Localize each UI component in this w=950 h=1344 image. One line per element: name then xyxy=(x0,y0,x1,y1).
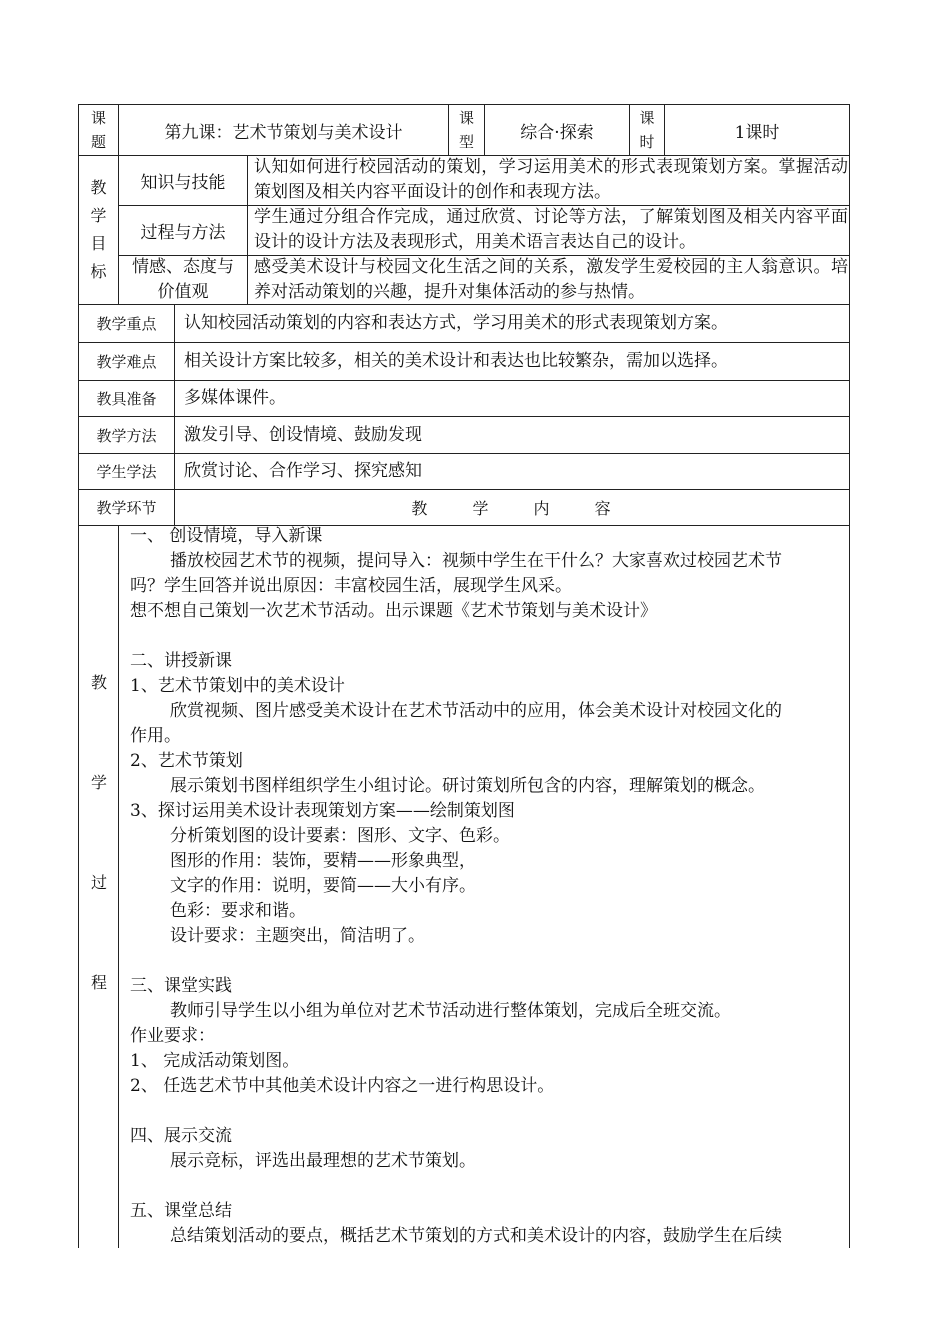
process-line: 教师引导学生以小组为单位对艺术节活动进行整体策划，完成后全班交流。 xyxy=(170,1001,731,1021)
process-line: 色彩：要求和谐。 xyxy=(170,901,306,921)
process-line: 吗？学生回答并说出原因：丰富校园生活，展现学生风采。 xyxy=(130,576,572,596)
stage-label: 教学环节 xyxy=(96,499,157,517)
process-label-char: 程 xyxy=(90,973,107,992)
process-line: 图形的作用：装饰，要精——形象典型， xyxy=(170,851,476,871)
topic-label: 课题 xyxy=(90,109,106,151)
difficulty-text: 相关设计方案比较多，相关的美术设计和表达也比较繁杂，需加以选择。 xyxy=(184,351,728,371)
stage-content-heading: 教 学 内 容 xyxy=(411,499,613,518)
type-value: 综合·探索 xyxy=(520,122,594,143)
hours-label: 课时 xyxy=(639,109,655,151)
process-line: 展示策划书图样组织学生小组讨论。研讨策划所包含的内容，理解策划的概念。 xyxy=(170,776,765,796)
process-line: 欣赏视频、图片感受美术设计在艺术节活动中的应用，体会美术设计对校园文化的 xyxy=(170,701,782,721)
goal-text-process: 学生通过分组合作完成，通过欣赏、讨论等方法，了解策划图及相关内容平面设计的设计方法及表现形式，用美术语言表达自己的设计。 xyxy=(254,207,848,252)
process-line: 2、 任选艺术节中其他美术设计内容之一进行构思设计。 xyxy=(130,1076,555,1096)
process-line: 作业要求： xyxy=(130,1026,215,1046)
process-line: 总结策划活动的要点，概括艺术节策划的方式和美术设计的内容，鼓励学生在后续 xyxy=(170,1226,782,1246)
goal-name-attitude: 情感、态度与价值观 xyxy=(132,257,234,302)
process-line: 文字的作用：说明，要简——大小有序。 xyxy=(170,876,476,896)
process-line: 三、课堂实践 xyxy=(130,976,232,996)
goal-text-knowledge: 认知如何进行校园活动的策划，学习运用美术的形式表现策划方案。掌握活动策划图及相关内容平面设计的创作和表现方法。 xyxy=(254,157,848,202)
process-line xyxy=(130,624,845,649)
process-line: 3、探讨运用美术设计表现策划方案——绘制策划图 xyxy=(130,801,515,821)
tools-text: 多媒体课件。 xyxy=(184,388,286,408)
goal-name-process: 过程与方法 xyxy=(140,223,226,243)
process-line: 想不想自己策划一次艺术节活动。出示课题《艺术节策划与美术设计》 xyxy=(130,601,657,621)
process-line: 一、 创设情境，导入新课 xyxy=(130,526,323,546)
process-line: 播放校园艺术节的视频，提问导入：视频中学生在干什么？大家喜欢过校园艺术节 xyxy=(170,551,782,571)
process-line: 五、课堂总结 xyxy=(130,1201,232,1221)
process-line: 2、艺术节策划 xyxy=(130,751,243,771)
process-content xyxy=(130,524,845,1249)
process-line: 分析策划图的设计要素：图形、文字、色彩。 xyxy=(170,826,510,846)
process-line xyxy=(130,1099,845,1124)
study-method-text: 欣赏讨论、合作学习、探究感知 xyxy=(184,461,422,481)
goal-text-attitude: 感受美术设计与校园文化生活之间的关系，激发学生爱校园的主人翁意识。培养对活动策划的兴趣，提升对集体活动的参与热情。 xyxy=(254,257,848,302)
process-label-char: 学 xyxy=(90,773,107,792)
process-label-char: 教 xyxy=(90,673,107,692)
tools-label: 教具准备 xyxy=(96,390,157,408)
goal-name-knowledge: 知识与技能 xyxy=(140,173,226,193)
method-label: 教学方法 xyxy=(96,426,157,445)
topic-value: 第九课：艺术节策划与美术设计 xyxy=(164,122,403,143)
study-method-label: 学生学法 xyxy=(96,463,157,481)
process-line: 四、展示交流 xyxy=(130,1126,232,1146)
method-text: 激发引导、创设情境、鼓励发现 xyxy=(184,425,422,445)
process-line: 设计要求：主题突出，简洁明了。 xyxy=(170,926,425,946)
key-point-label: 教学重点 xyxy=(96,315,157,333)
goals-label: 教学目标 xyxy=(90,178,107,281)
type-label: 课型 xyxy=(458,109,474,151)
hours-value: 1课时 xyxy=(734,122,780,143)
process-line: 展示竞标，评选出最理想的艺术节策划。 xyxy=(170,1151,476,1171)
process-label-char: 过 xyxy=(90,873,107,892)
process-line: 二、讲授新课 xyxy=(130,651,232,671)
key-point-text: 认知校园活动策划的内容和表达方式，学习用美术的形式表现策划方案。 xyxy=(184,313,728,333)
process-line: 1、艺术节策划中的美术设计 xyxy=(130,676,345,696)
process-line xyxy=(130,949,845,974)
difficulty-label: 教学难点 xyxy=(96,353,157,371)
process-line: 作用。 xyxy=(130,726,181,746)
process-line xyxy=(130,1174,845,1199)
process-line: 1、 完成活动策划图。 xyxy=(130,1051,300,1071)
